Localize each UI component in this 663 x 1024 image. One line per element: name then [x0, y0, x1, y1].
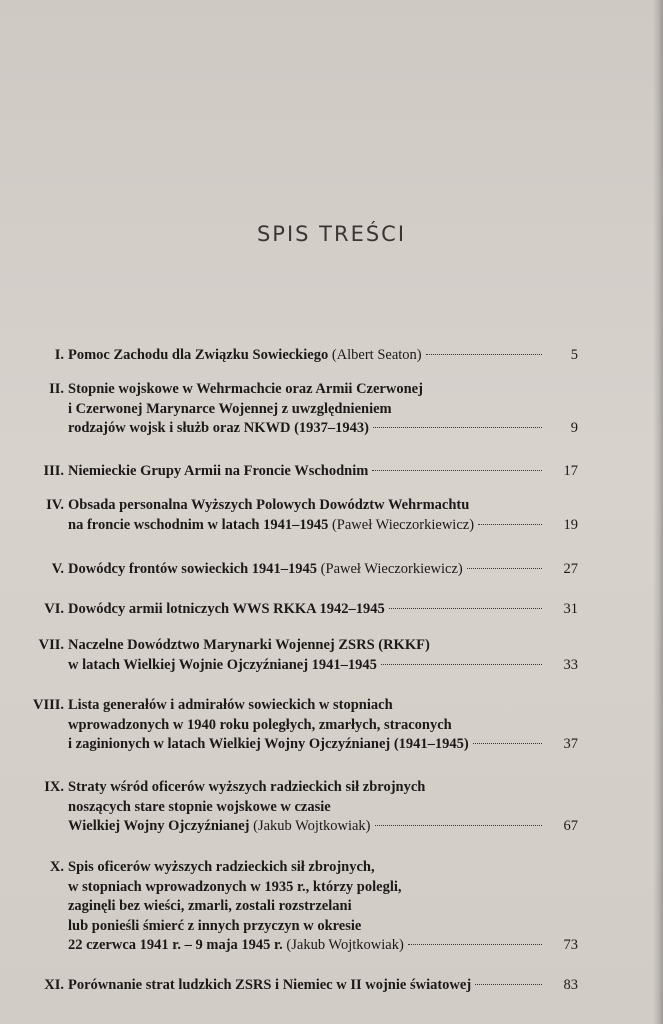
chapter-title-line: Dowódcy frontów sowieckich 1941–1945 [68, 561, 318, 577]
dot-leader [381, 664, 542, 665]
chapter-number: V. [51, 561, 64, 577]
chapter-number: III. [43, 463, 64, 479]
chapter-number: IX. [44, 779, 64, 795]
chapter-author: (Paweł Wieczorkiewicz) [317, 561, 463, 577]
dot-leader [372, 470, 542, 471]
dot-leader [473, 743, 542, 744]
chapter-title-line: Pomoc Zachodu dla Związku Sowieckiego [68, 347, 329, 363]
chapter-author: (Paweł Wieczorkiewicz) [328, 516, 475, 533]
chapter-number: VII. [38, 637, 64, 653]
page-number: 73 [563, 937, 578, 953]
chapter-author: (Albert Seaton) [328, 347, 422, 363]
chapter-title-line: Wielkiej Wojny Ojczyźnianej [68, 818, 250, 834]
chapter-title-line: Porównanie strat ludzkich ZSRS i Niemiec w II wojnie światowej [68, 977, 472, 993]
chapter-title-line: Spis oficerów wyższych radzieckich sił zbrojnych, [68, 859, 375, 875]
chapter-title-line: wprowadzonych w 1940 roku poległych, zmarłych, straconych [68, 716, 452, 733]
chapter-number: X. [49, 859, 64, 875]
chapter-number: II. [49, 381, 64, 397]
dot-leader [475, 984, 542, 985]
chapter-title-line: i zaginionych w latach Wielkiej Wojny Ojczyźnianej (1941–1945) [68, 736, 469, 752]
chapter-number: VIII. [32, 697, 64, 713]
chapter-title-line: rodzajów wojsk i służb oraz NKWD (1937–1943) [68, 420, 369, 436]
chapter-title-line: Naczelne Dowództwo Marynarki Wojennej ZSRS (RKKF) [68, 637, 430, 653]
page-number: 9 [570, 420, 578, 436]
chapter-number: XI. [44, 977, 64, 993]
chapter-title-line: i Czerwonej Marynarce Wojennej z uwzględnieniem [68, 400, 392, 417]
page-number: 17 [563, 463, 578, 479]
chapter-title-line: 22 czerwca 1941 r. – 9 maja 1945 r. [68, 937, 283, 953]
dot-leader [408, 944, 542, 945]
page-title: SPIS TREŚCI [256, 222, 407, 246]
dot-leader [373, 427, 542, 428]
page-number: 19 [563, 516, 578, 533]
dot-leader [478, 524, 542, 525]
chapter-author: (Jakub Wojtkowiak) [249, 818, 371, 834]
page-number: 27 [563, 561, 578, 577]
chapter-number: IV. [46, 497, 64, 513]
page-number: 31 [563, 601, 578, 617]
chapter-title-line: lub ponieśli śmierć z innych przyczyn w okresie [68, 917, 362, 934]
chapter-title-line: Obsada personalna Wyższych Polowych Dowództw Wehrmachtu [68, 497, 470, 513]
chapter-title-line: Dowódcy armii lotniczych WWS RKKA 1942–1945 [68, 601, 385, 617]
dot-leader [467, 568, 542, 569]
chapter-title-line: Lista generałów i admirałów sowieckich w stopniach [68, 697, 393, 713]
chapter-title-line: noszących stare stopnie wojskowe w czasie [68, 798, 331, 815]
dot-leader [389, 608, 542, 609]
chapter-title-line: w latach Wielkiej Wojnie Ojczyźnianej 1941–1945 [68, 656, 377, 673]
page-number: 67 [563, 818, 578, 834]
dot-leader [426, 354, 542, 355]
page-edge-shadow [653, 0, 663, 1024]
chapter-title-line: Niemieckie Grupy Armii na Froncie Wschodnim [68, 463, 369, 479]
chapter-number: I. [54, 347, 64, 363]
chapter-title-line: zaginęli bez wieści, zmarli, zostali rozstrzelani [68, 898, 352, 914]
chapter-title-line: Straty wśród oficerów wyższych radzieckich sił zbrojnych [68, 779, 426, 795]
chapter-number: VI. [44, 601, 64, 617]
chapter-title-line: Stopnie wojskowe w Wehrmachcie oraz Armii Czerwonej [68, 381, 423, 397]
chapter-author: (Jakub Wojtkowiak) [282, 937, 404, 953]
dot-leader [375, 825, 542, 826]
page-number: 5 [570, 347, 578, 363]
chapter-title-line: w stopniach wprowadzonych w 1935 r., którzy polegli, [68, 878, 402, 895]
page-number: 83 [563, 977, 578, 993]
page-number: 33 [563, 656, 578, 673]
chapter-title-line: na froncie wschodnim w latach 1941–1945 [68, 516, 329, 533]
page-number: 37 [563, 736, 578, 752]
